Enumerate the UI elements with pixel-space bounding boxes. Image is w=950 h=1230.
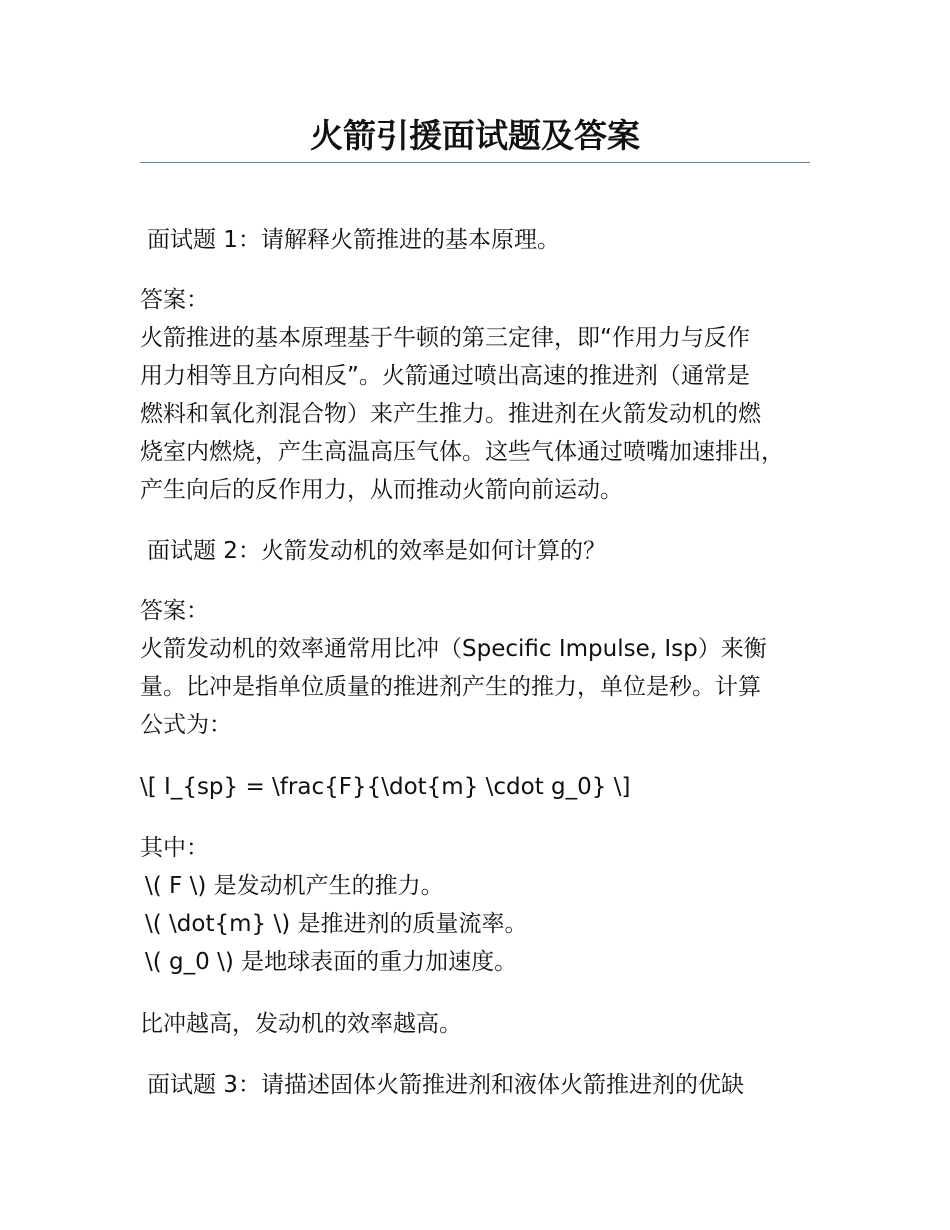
where-label: 其中： [140,835,209,861]
answer-2-line: 量。比冲是指单位质量的推进剂产生的推力，单位是秒。计算 [140,674,761,700]
document-title: 火箭引援面试题及答案 [310,116,640,155]
answer-2-line: 公式为： [140,712,232,738]
answer-1-label: 答案： [140,287,209,313]
answer-1-line: 火箭推进的基本原理基于牛顿的第三定律，即“作用力与反作 [140,325,750,351]
conclusion: 比冲越高，发动机的效率越高。 [140,1011,462,1037]
answer-1-line: 产生向后的反作用力，从而推动火箭向前运动。 [140,477,623,503]
where-item: \( \dot{m} \) 是推进剂的质量流率。 [145,911,528,937]
question-3: 面试题 3：请描述固体火箭推进剂和液体火箭推进剂的优缺 [147,1072,744,1098]
where-item: \( g_0 \) 是地球表面的重力加速度。 [145,949,518,975]
where-item: \( F \) 是发动机产生的推力。 [145,873,444,899]
answer-1-line: 烧室内燃烧，产生高温高压气体。这些气体通过喷嘴加速排出， [140,439,784,465]
answer-2-label: 答案： [140,598,209,624]
answer-1-line: 燃料和氧化剂混合物）来产生推力。推进剂在火箭发动机的燃 [140,401,761,427]
question-1: 面试题 1：请解释火箭推进的基本原理。 [147,227,560,253]
answer-2-line: 火箭发动机的效率通常用比冲（Specific Impulse, Isp）来衡 [140,636,767,662]
formula: \[ I_{sp} = \frac{F}{\dot{m} \cdot g_0} \] [140,774,631,800]
answer-1-line: 用力相等且方向相反”。火箭通过喷出高速的推进剂（通常是 [140,363,750,389]
title-underline [140,162,810,163]
question-2: 面试题 2：火箭发动机的效率是如何计算的？ [147,538,606,564]
